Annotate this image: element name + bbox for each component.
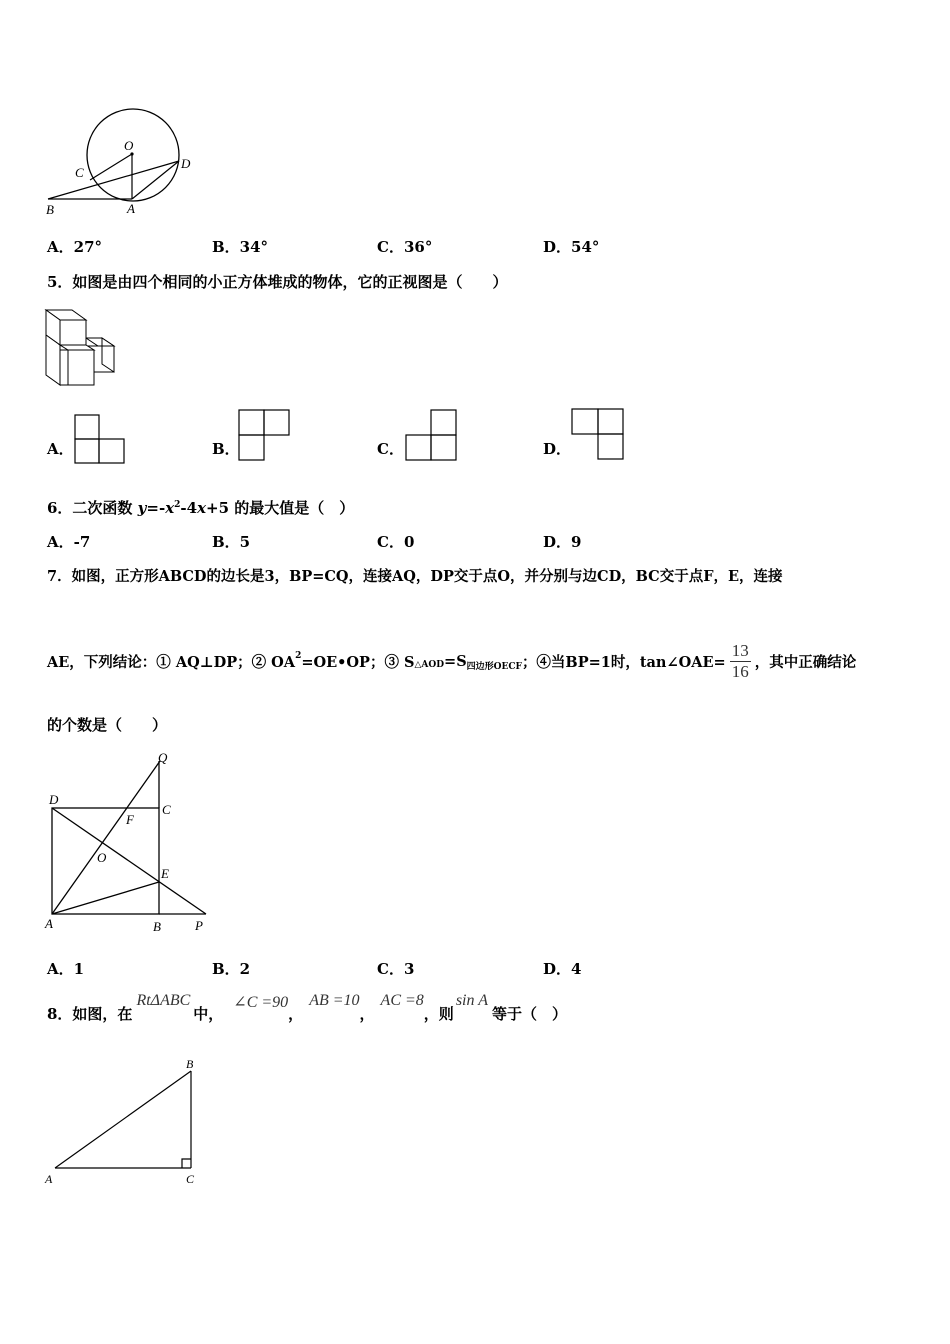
q7-stem-line1: 7．如图，正方形ABCD的边长是3，BP=CQ，连接AQ，DP交于点O，并分别与边CD，BC交于点F，E，连接	[47, 568, 783, 585]
q7-option-c[interactable]: C．3	[377, 960, 415, 978]
q7-l2-sub2: 四边形OECF	[466, 661, 522, 672]
q8-prefix: 8．如图，在	[47, 1005, 133, 1023]
q4-option-b[interactable]: B．34°	[212, 238, 269, 256]
q4-option-a[interactable]: A．27°	[47, 238, 103, 256]
label-f: F	[126, 812, 134, 827]
q8-ze: ，则	[423, 1005, 454, 1023]
label-c: C	[162, 802, 171, 817]
q6-option-a[interactable]: A．-7	[47, 533, 91, 551]
q6-option-b[interactable]: B．5	[212, 533, 251, 551]
label-b: B	[46, 202, 54, 217]
q5-option-c-figure[interactable]	[405, 409, 458, 462]
q7-stem-line2	[47, 626, 856, 696]
q7-l2-a: AE，下列结论：① AQ⊥DP；② OA	[47, 653, 296, 671]
q7-stem-line3: 的个数是（ ）	[47, 716, 168, 734]
line-ae	[52, 882, 159, 914]
label-a: A	[45, 1172, 53, 1186]
q6-option-c[interactable]: C．0	[377, 533, 415, 551]
q6-option-d[interactable]: D．9	[543, 533, 582, 551]
q6-eq-x: x	[165, 499, 175, 517]
q6-eq-exp: 2	[174, 500, 181, 510]
label-a: A	[127, 201, 135, 216]
q8-ab: AB =10	[309, 992, 360, 1009]
q6-stem	[47, 497, 354, 518]
q8-comma2: ，	[359, 1005, 375, 1023]
q7-l2-sup: 2	[295, 651, 302, 661]
label-q: Q	[158, 750, 168, 765]
label-d: D	[181, 156, 191, 171]
q4-figure	[40, 100, 210, 225]
q6-eq-mid: -4	[180, 499, 198, 517]
q5-cube-figure	[40, 305, 120, 390]
q8-ac: AC =8	[380, 992, 424, 1009]
q7-option-d[interactable]: D．4	[543, 960, 582, 978]
label-a: A	[45, 916, 53, 931]
q8-zh: 中，	[193, 1005, 224, 1023]
label-d: D	[49, 792, 59, 807]
line-ab	[55, 1071, 191, 1168]
label-c: C	[186, 1172, 195, 1186]
q8-figure	[40, 1052, 220, 1192]
q5-option-a-label[interactable]: A．	[47, 440, 74, 458]
q7-l2-b: =OE•OP；③ S	[301, 653, 415, 671]
q7-option-b[interactable]: B．2	[212, 960, 251, 978]
q5-stem: 5．如图是由四个相同的小正方体堆成的物体，它的正视图是（ ）	[47, 273, 508, 291]
q5-option-a-figure[interactable]	[74, 414, 126, 466]
q7-frac-den: 16	[731, 661, 749, 681]
q8-angle-c: ∠C =90	[233, 994, 289, 1011]
q7-l2-sub1: △AOD	[414, 660, 445, 670]
q8-sin-a: sin A	[455, 992, 488, 1009]
label-b: B	[186, 1057, 194, 1071]
label-o: O	[124, 138, 134, 153]
q5-option-c-label[interactable]: C．	[377, 440, 404, 458]
q5-option-d-figure[interactable]	[571, 408, 626, 461]
label-o: O	[97, 850, 107, 865]
q7-fraction	[730, 641, 751, 682]
q5-option-b-figure[interactable]	[238, 409, 291, 462]
q7-option-a[interactable]: A．1	[47, 960, 85, 978]
q6-eq-end: +5	[206, 499, 230, 517]
q8-comma1: ，	[288, 1005, 304, 1023]
q7-l2-e: ，其中正确结论	[754, 653, 857, 671]
right-angle-mark	[182, 1159, 191, 1168]
q7-frac-num: 13	[731, 640, 749, 660]
q4-option-d[interactable]: D．54°	[543, 238, 600, 256]
label-p: P	[195, 918, 203, 933]
q6-eq-x2: x	[197, 499, 207, 517]
q7-l2-d: ；④当BP=1时，tan∠OAE=	[521, 653, 726, 671]
q5-option-b-label[interactable]: B．	[212, 440, 240, 458]
q6-eq-y: y	[137, 499, 147, 517]
q8-suffix: 等于（ ）	[491, 1005, 567, 1023]
label-e: E	[161, 866, 169, 881]
q5-option-d-label[interactable]: D．	[543, 440, 572, 458]
q7-l2-c: =S	[444, 652, 467, 670]
q8-rt-triangle: RtΔABC	[136, 992, 191, 1009]
label-c: C	[75, 165, 84, 180]
q6-eq-eq: =-	[146, 499, 166, 517]
label-b: B	[153, 919, 161, 934]
q7-figure	[40, 745, 220, 940]
q6-prefix: 6．二次函数	[47, 499, 138, 517]
q8-stem	[47, 992, 567, 1022]
q4-option-c[interactable]: C．36°	[377, 238, 433, 256]
line-aq	[52, 761, 160, 914]
q6-suffix: 的最大值是（ ）	[229, 499, 355, 517]
